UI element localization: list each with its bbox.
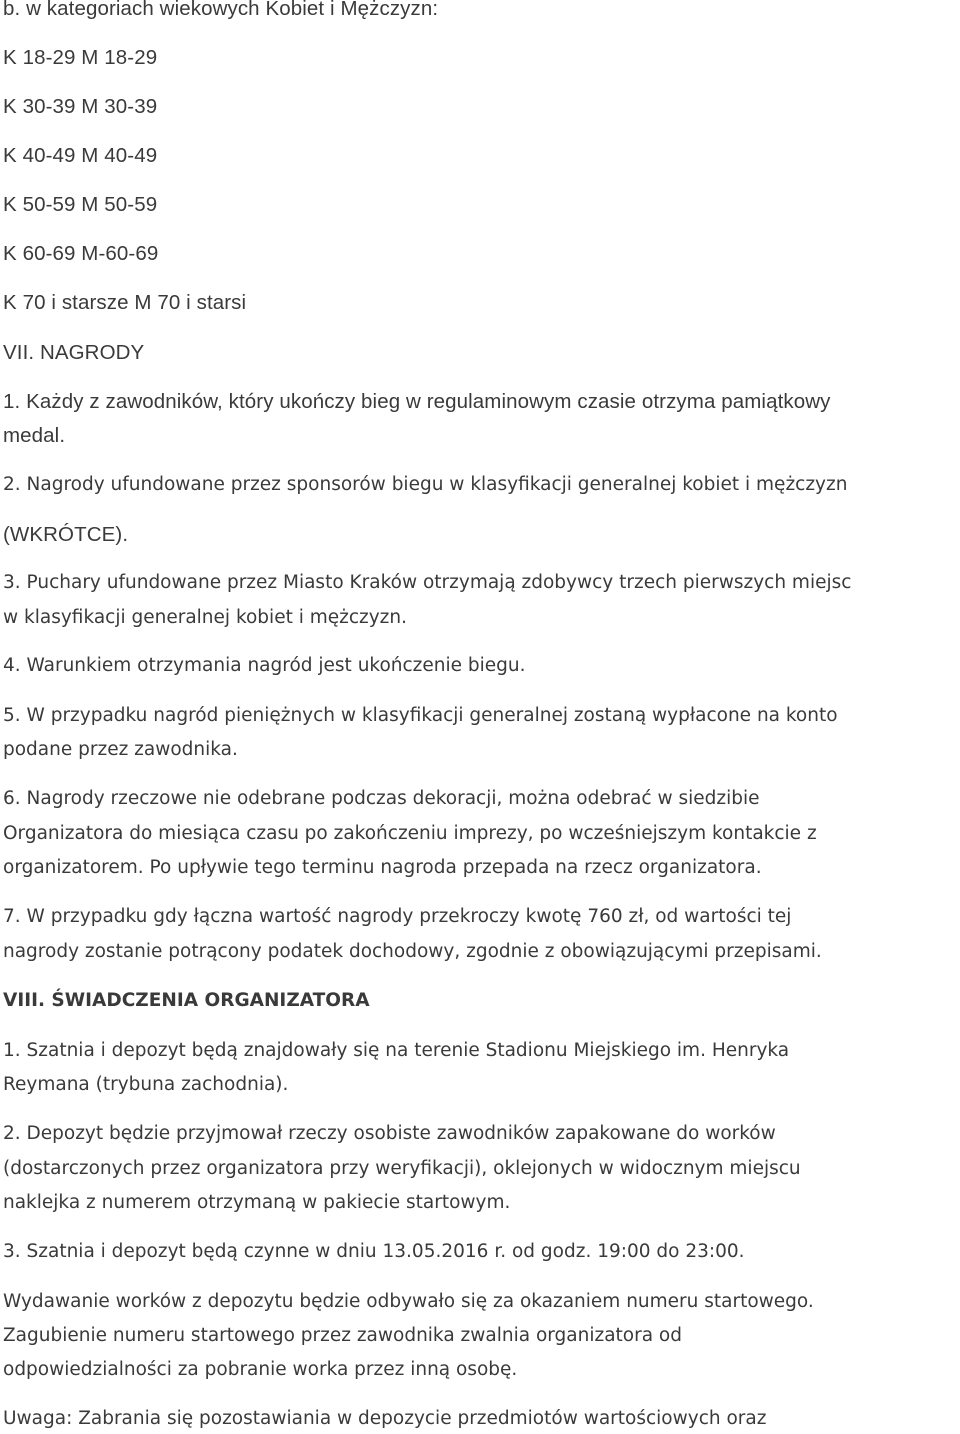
services-item-1-line: Reymana (trybuna zachodnia). <box>3 1074 289 1095</box>
services-paragraph-line: Wydawanie worków z depozytu będzie odbywało się za okazaniem numeru startowego. <box>3 1291 814 1312</box>
services-item-2-line: 2. Depozyt będzie przyjmował rzeczy osobiste zawodników zapakowane do worków <box>3 1123 776 1144</box>
awards-item-7-line: 7. W przypadku gdy łączna wartość nagrody przekroczy kwotę 760 zł, od wartości tej <box>3 906 792 927</box>
awards-item-7-line: nagrody zostanie potrącony podatek dochodowy, zgodnie z obowiązującymi przepisami. <box>3 941 822 962</box>
awards-item-5-line: 5. W przypadku nagród pieniężnych w klasyfikacji generalnej zostaną wypłacone na konto <box>3 705 838 726</box>
services-paragraph-line: Uwaga: Zabrania się pozostawiania w depozycie przedmiotów wartościowych oraz <box>3 1408 767 1429</box>
awards-item-2-line: (WKRÓTCE). <box>3 523 129 546</box>
awards-item-6-line: Organizatora do miesiąca czasu po zakończeniu imprezy, po wcześniejszym kontakcie z <box>3 823 817 844</box>
age-category-line: K 30-39 M 30-39 <box>3 95 158 118</box>
awards-item-2-line: 2. Nagrody ufundowane przez sponsorów biegu w klasyfikacji generalnej kobiet i mężczyzn <box>3 474 848 495</box>
awards-item-5-line: podane przez zawodnika. <box>3 739 238 760</box>
services-item-3: 3. Szatnia i depozyt będą czynne w dniu 13.05.2016 r. od godz. 19:00 do 23:00. <box>3 1241 745 1262</box>
age-category-line: K 60-69 M-60-69 <box>3 242 159 265</box>
services-paragraph-line: odpowiedzialności za pobranie worka przez inną osobę. <box>3 1359 518 1380</box>
age-category-line: K 50-59 M 50-59 <box>3 193 158 216</box>
awards-item-1-line: medal. <box>3 424 66 447</box>
awards-heading: VII. NAGRODY <box>3 341 145 364</box>
awards-item-1-line: 1. Każdy z zawodników, który ukończy bieg w regulaminowym czasie otrzyma pamiątkowy <box>3 390 831 413</box>
age-categories-intro: b. w kategoriach wiekowych Kobiet i Mężczyzn: <box>3 0 439 20</box>
age-category-line: K 70 i starsze M 70 i starsi <box>3 291 247 314</box>
awards-item-6-line: organizatorem. Po upływie tego terminu nagroda przepada na rzecz organizatora. <box>3 857 762 878</box>
services-heading: VIII. ŚWIADCZENIA ORGANIZATORA <box>3 990 370 1011</box>
awards-item-6-line: 6. Nagrody rzeczowe nie odebrane podczas dekoracji, można odebrać w siedzibie <box>3 788 760 809</box>
services-item-1-line: 1. Szatnia i depozyt będą znajdowały się na terenie Stadionu Miejskiego im. Henryka <box>3 1040 790 1061</box>
awards-item-3-line: w klasyfikacji generalnej kobiet i mężczyzn. <box>3 607 407 628</box>
services-item-2-line: naklejka z numerem otrzymaną w pakiecie startowym. <box>3 1192 511 1213</box>
services-paragraph-line: Zagubienie numeru startowego przez zawodnika zwalnia organizatora od <box>3 1325 682 1346</box>
age-category-line: K 40-49 M 40-49 <box>3 144 158 167</box>
services-item-2-line: (dostarczonych przez organizatora przy weryfikacji), oklejonych w widocznym miejscu <box>3 1158 801 1179</box>
age-category-line: K 18-29 M 18-29 <box>3 46 158 69</box>
awards-item-3-line: 3. Puchary ufundowane przez Miasto Kraków otrzymają zdobywcy trzech pierwszych miejsc <box>3 572 852 593</box>
awards-item-4: 4. Warunkiem otrzymania nagród jest ukończenie biegu. <box>3 655 526 676</box>
